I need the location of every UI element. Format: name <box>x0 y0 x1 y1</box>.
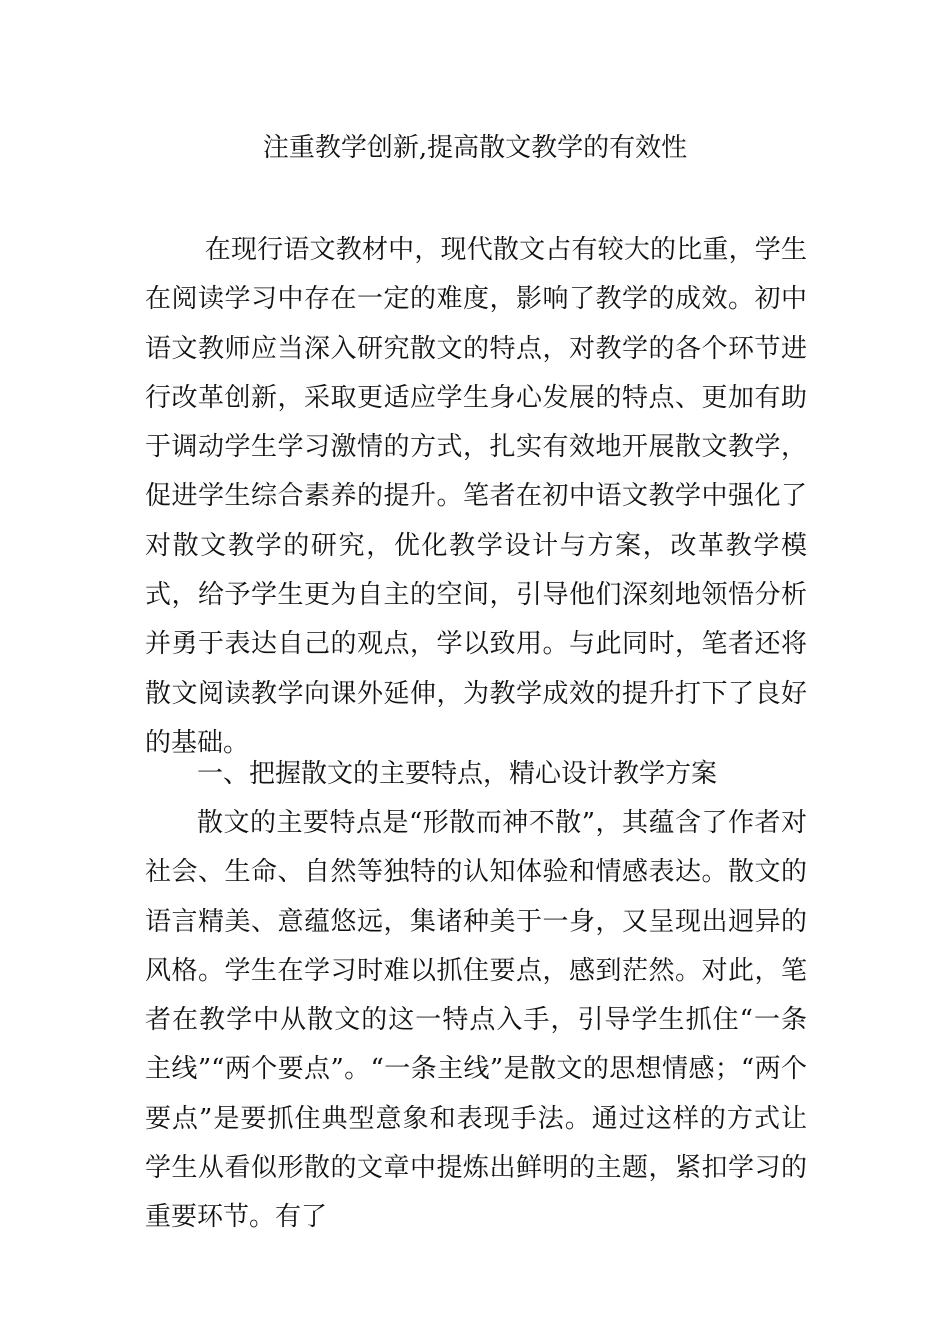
intro-paragraph: 在现行语文教材中，现代散文占有较大的比重，学生在阅读学习中存在一定的难度，影响了教学的成效。初中语文教师应当深入研究散文的特点，对教学的各个环节进行改革创新，采取更适应学生身心发展的特点、更加有助于调动学生学习激情的方式，扎实有效地开展散文教学，促进学生综合素养的提升。笔者在初中语文教学中强化了对散文教学的研究，优化教学设计与方案，改革教学模式，给予学生更为自主的空间，引导他们深刻地领悟分析并勇于表达自己的观点，学以致用。与此同时，笔者还将散文阅读教学向课外延伸，为教学成效的提升打下了良好的基础。 <box>145 235 807 758</box>
intro-paragraph-block <box>145 226 807 768</box>
section-heading: 一、把握散文的主要特点，精心设计教学方案 <box>197 759 718 789</box>
section-heading-block <box>145 750 807 799</box>
document-title: 注重教学创新,提高散文教学的有效性 <box>262 133 688 163</box>
section-paragraph-block <box>145 799 807 1243</box>
section-paragraph: 散文的主要特点是“形散而神不散”，其蕴含了作者对社会、生命、自然等独特的认知体验和情感表达。散文的语言精美、意蕴悠远，集诸种美于一身，又呈现出迥异的风格。学生在学习时难以抓住要点，感到茫然。对此，笔者在教学中从散文的这一特点入手，引导学生抓住“一条主线”“两个要点”。“一条主线”是散文的思想情感；“两个要点”是要抓住典型意象和表现手法。通过这样的方式让学生从看似形散的文章中提炼出鲜明的主题，紧扣学习的重要环节。有了 <box>145 808 807 1233</box>
